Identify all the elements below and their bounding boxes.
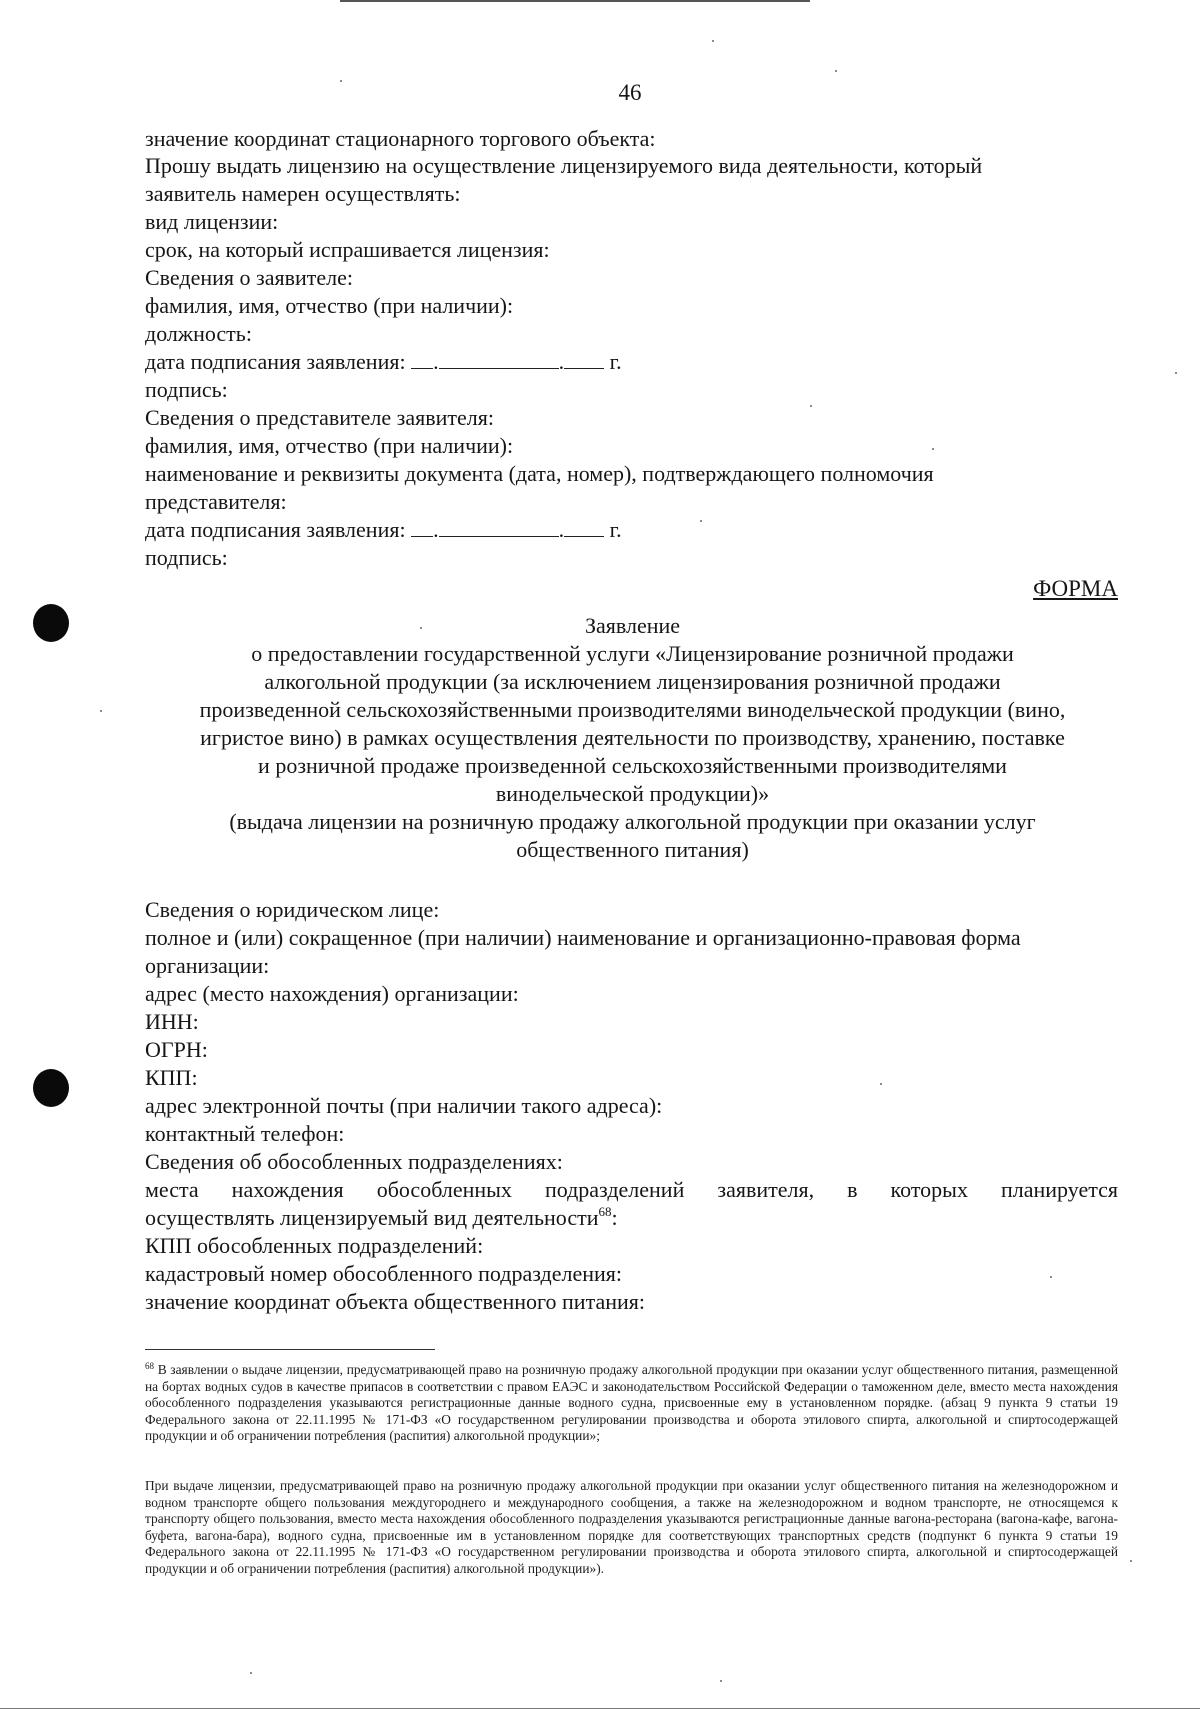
year-suffix: г.: [609, 517, 622, 542]
field-label: фамилия, имя, отчество (при наличии):: [145, 433, 514, 458]
document-title: Заявление: [584, 613, 681, 638]
form-label: ФОРМА: [1033, 576, 1118, 601]
field-label: вид лицензии:: [145, 209, 279, 234]
email-label: адрес электронной почты (при наличии такого адреса):: [145, 1093, 663, 1118]
field-label: места нахождения обособленных подразделений заявителя, в которых планируется: [145, 1177, 1118, 1202]
inn-label: ИНН:: [145, 1009, 199, 1034]
kpp-label: КПП:: [145, 1065, 198, 1090]
subtitle-line: общественного питания): [516, 837, 749, 862]
year-blank: [564, 519, 604, 537]
text-line: Прошу выдать лицензию на осуществление лицензируемого вида деятельности, который: [145, 153, 983, 178]
footnote-number: 68: [145, 1361, 154, 1371]
footnote-text: В заявлении о выдаче лицензии, предусматривающей право на розничную продажу алкогольной продукции при оказании услуг общественного питания, размещенной на бортах водных судов в качестве припасов в соответствии с правом ЕАЭС и законодательством Российской Федерации о таможенном деле, вместо места нахождения обособленного подразделения указываются регистрационные данные водного судна, присвоенные ему в установленном порядке. (абзац 9 пункта 9 статьи 19 Федерального закона от 22.11.1995 № 171-ФЗ «О государственном регулировании производства и оборота этилового спирта, алкогольной и спиртосодержащей продукции и об ограничении потребления (распития) алкогольной продукции»;: [145, 1362, 1118, 1443]
scan-edge-bottom: [0, 1708, 1200, 1709]
field-label: кадастровый номер обособленного подразделения:: [145, 1261, 622, 1286]
text-line: значение координат стационарного торгового объекта:: [145, 126, 656, 151]
field-label: подпись:: [145, 545, 228, 570]
field-label: [145, 1204, 618, 1231]
colon: :: [611, 1205, 618, 1230]
field-label: срок, на который испрашивается лицензия:: [145, 237, 550, 262]
scan-edge-top: [340, 0, 810, 2]
subtitle-line: о предоставлении государственной услуги «Лицензирование розничной продажи: [251, 641, 1014, 666]
field-label: фамилия, имя, отчество (при наличии):: [145, 293, 514, 318]
field-label: полное и (или) сокращенное (при наличии) наименование и организационно-правовая форма: [145, 925, 1021, 950]
field-label: наименование и реквизиты документа (дата, номер), подтверждающего полномочия: [145, 461, 934, 486]
phone-label: контактный телефон:: [145, 1121, 345, 1146]
footnote-ref: 68: [598, 1204, 612, 1219]
ogrn-label: ОГРН:: [145, 1037, 208, 1062]
punch-hole-bottom: [33, 1069, 69, 1107]
footnote-separator: [145, 1349, 435, 1350]
subtitle-line: игристое вино) в рамках осуществления деятельности по производству, хранению, поставке: [200, 725, 1065, 750]
field-label: организации:: [145, 953, 270, 978]
field-label: представителя:: [145, 489, 287, 514]
subtitle-line: произведенной сельскохозяйственными производителями винодельческой продукции (вино,: [199, 697, 1066, 722]
text-line: заявитель намерен осуществлять:: [145, 181, 461, 206]
footnote-paragraph-2: При выдаче лицензии, предусматривающей право на розничную продажу алкогольной продукции при оказании услуг общественного питания на железнодорожном и водном транспорте общего пользования междугороднего и международного сообщения, а также на железнодорожном и водном транспорте, не относящемся к транспорту общего пользования, вместо места нахождения обособленного подразделения указываются регистрационные данные вагона-ресторана (вагона-кафе, вагона-буфета, вагона-бара), водного судна, присвоенные им в установленном порядке для соответствующих транспортных средств (подпункт 6 пункта 9 статьи 19 Федерального закона от 22.11.1995 № 171-ФЗ «О государственном регулировании производства и оборота этилового спирта, алкогольной и спиртосодержащей продукции и об ограничении потребления (распития) алкогольной продукции»).: [145, 1478, 1118, 1576]
month-blank: [439, 351, 559, 369]
field-label: КПП обособленных подразделений:: [145, 1233, 484, 1258]
subtitle-line: алкогольной продукции (за исключением лицензирования розничной продажи: [264, 669, 1001, 694]
field-label: адрес (место нахождения) организации:: [145, 981, 519, 1006]
punch-hole-top: [33, 604, 69, 642]
field-label: значение координат объекта общественного питания:: [145, 1289, 645, 1314]
month-blank: [439, 519, 559, 537]
year-blank: [564, 351, 604, 369]
field-label: должность:: [145, 321, 252, 346]
field-label: подпись:: [145, 377, 228, 402]
day-blank: [411, 519, 433, 537]
year-suffix: г.: [609, 349, 622, 374]
section-heading: Сведения об обособленных подразделениях:: [145, 1149, 563, 1174]
subtitle-line: винодельческой продукции)»: [495, 781, 770, 806]
section-heading: Сведения о заявителе:: [145, 265, 354, 290]
field-label: дата подписания заявления:: [145, 517, 406, 542]
page-number: 46: [618, 80, 642, 105]
signing-date-row: дата подписания заявления: . . г.: [145, 349, 622, 374]
section-heading: Сведения о представителе заявителя:: [145, 405, 494, 430]
day-blank: [411, 351, 433, 369]
subtitle-line: (выдача лицензии на розничную продажу алкогольной продукции при оказании услуг: [229, 809, 1036, 834]
signing-date-row: дата подписания заявления: . . г.: [145, 517, 622, 542]
footnote-paragraph-1: [145, 1362, 1118, 1445]
field-label: дата подписания заявления:: [145, 349, 406, 374]
field-label-text: осуществлять лицензируемый вид деятельности: [145, 1205, 599, 1230]
subtitle-line: и розничной продаже произведенной сельскохозяйственными производителями: [258, 753, 1007, 778]
section-heading: Сведения о юридическом лице:: [145, 897, 440, 922]
